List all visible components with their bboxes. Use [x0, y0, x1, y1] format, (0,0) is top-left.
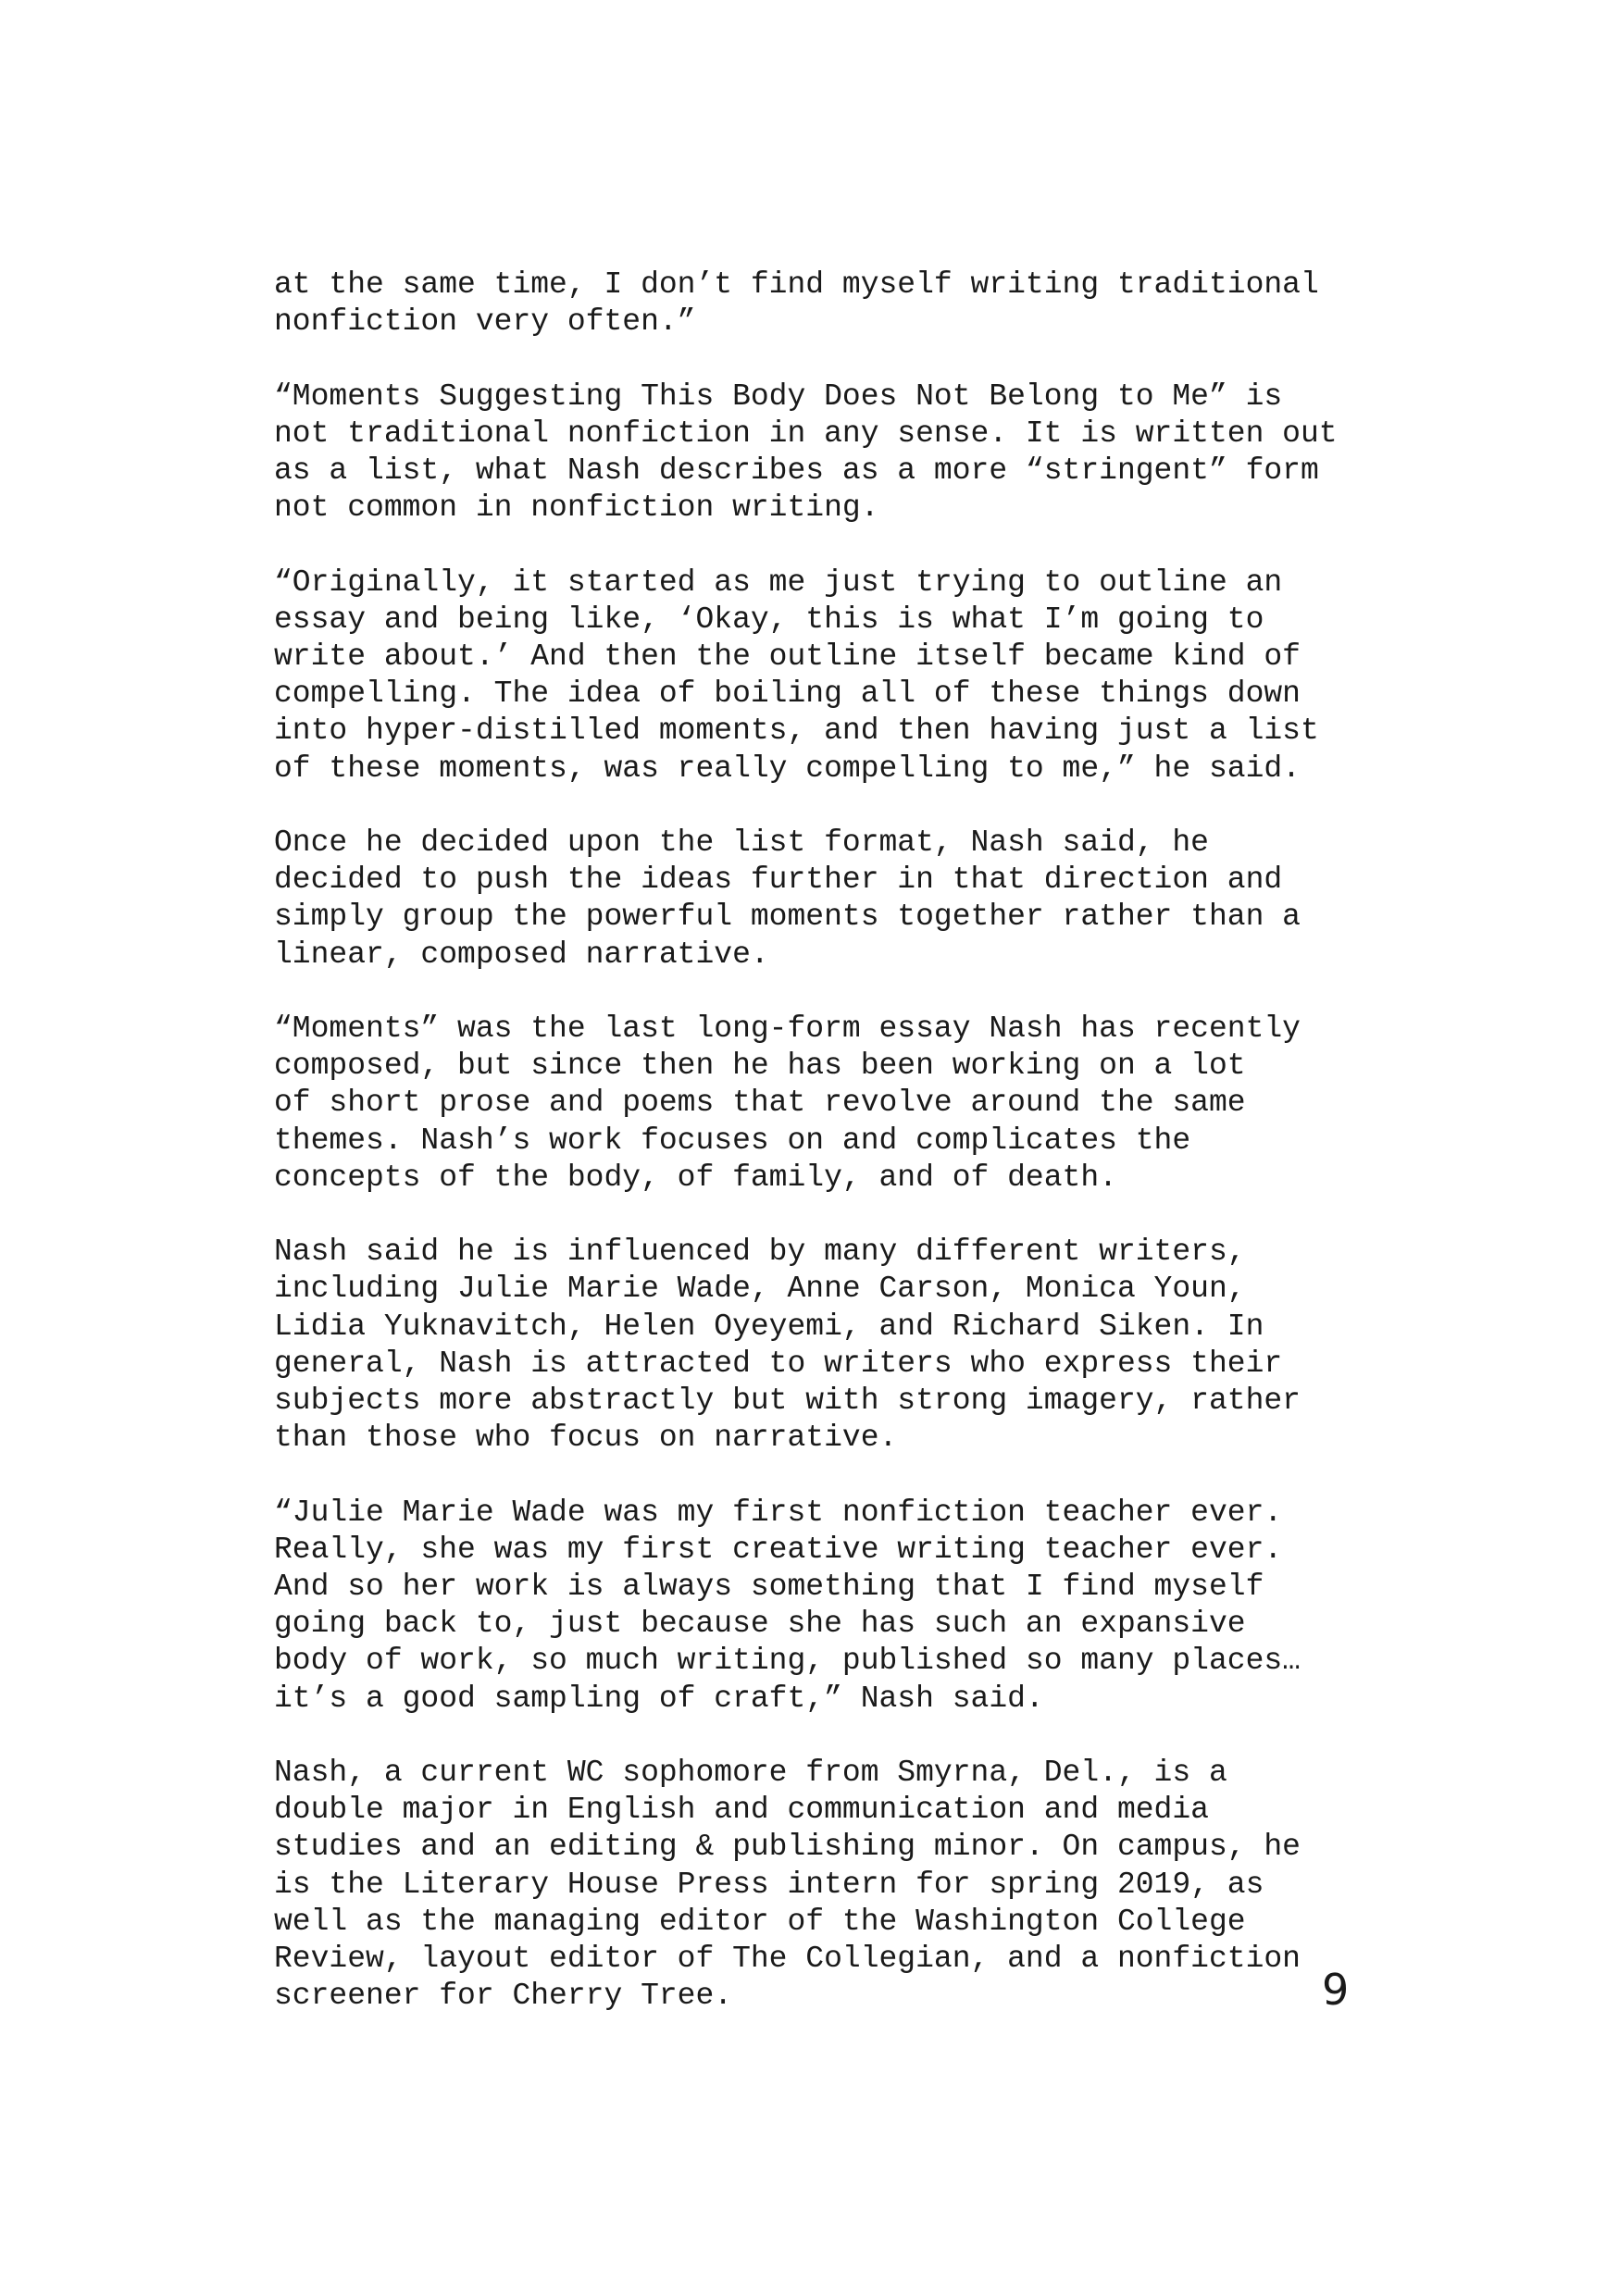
text-line: as a list, what Nash describes as a more “stringent” form [274, 453, 1319, 488]
text-line: “Originally, it started as me just trying to outline an [274, 565, 1283, 600]
text-line: Nash said he is influenced by many different writers, [274, 1235, 1246, 1270]
text-line: compelling. The idea of boiling all of these things down [274, 676, 1301, 712]
text-line: is the Literary House Press intern for spring 2019, as [274, 1867, 1264, 1902]
text-line: “Moments” was the last long-form essay Nash has recently [274, 1011, 1301, 1046]
text-line: double major in English and communication and media [274, 1793, 1209, 1828]
paragraph-1 [274, 267, 1366, 341]
text-line: subjects more abstractly but with strong imagery, rather [274, 1384, 1301, 1419]
text-line: themes. Nash’s work focuses on and complicates the [274, 1123, 1191, 1158]
paragraph-6 [274, 1234, 1366, 1457]
text-line: composed, but since then he has been working on a lot [274, 1049, 1246, 1084]
text-line: Review, layout editor of The Collegian, and a nonfiction [274, 1942, 1301, 1977]
text-line: than those who focus on narrative. [274, 1421, 898, 1456]
text-line: Really, she was my first creative writing teacher ever. [274, 1532, 1283, 1567]
article-body [274, 267, 1366, 2053]
text-line: body of work, so much writing, published so many places… [274, 1644, 1301, 1679]
text-line: well as the managing editor of the Washington College [274, 1904, 1246, 1939]
text-line: concepts of the body, of family, and of death. [274, 1160, 1117, 1195]
text-line: general, Nash is attracted to writers who express their [274, 1346, 1283, 1381]
page-number: 9 [1322, 1965, 1350, 2015]
text-line: Once he decided upon the list format, Nash said, he [274, 825, 1209, 860]
text-line: And so her work is always something that I find myself [274, 1570, 1264, 1605]
text-line: including Julie Marie Wade, Anne Carson, Monica Youn, [274, 1272, 1246, 1307]
text-line: linear, composed narrative. [274, 937, 769, 972]
text-line: decided to push the ideas further in that direction and [274, 863, 1283, 898]
paragraph-5 [274, 1011, 1366, 1197]
paragraph-2 [274, 379, 1366, 527]
text-line: write about.’ And then the outline itself became kind of [274, 639, 1301, 674]
text-line: simply group the powerful moments together rather than a [274, 900, 1301, 935]
text-line: nonfiction very often.” [274, 304, 696, 340]
text-line: of short prose and poems that revolve around the same [274, 1086, 1246, 1121]
paragraph-4 [274, 825, 1366, 974]
text-line: going back to, just because she has such an expansive [274, 1607, 1246, 1642]
text-line: “Moments Suggesting This Body Does Not Belong to Me” is [274, 379, 1283, 414]
paragraph-7 [274, 1495, 1366, 1718]
text-line: into hyper-distilled moments, and then having just a list [274, 714, 1319, 749]
text-line: studies and an editing & publishing minor. On campus, he [274, 1830, 1301, 1865]
text-line: Lidia Yuknavitch, Helen Oyeyemi, and Richard Siken. In [274, 1309, 1264, 1344]
text-line: essay and being like, ‘Okay, this is what I’m going to [274, 602, 1264, 637]
text-line: Nash, a current WC sophomore from Smyrna, Del., is a [274, 1756, 1227, 1791]
paragraph-3 [274, 565, 1366, 788]
text-line: not common in nonfiction writing. [274, 490, 879, 526]
text-line: of these moments, was really compelling to me,” he said. [274, 751, 1301, 786]
text-line: screener for Cherry Tree. [274, 1979, 733, 2014]
paragraph-8 [274, 1755, 1366, 2015]
text-line: not traditional nonfiction in any sense. It is written out [274, 416, 1338, 451]
text-line: “Julie Marie Wade was my first nonfiction teacher ever. [274, 1495, 1283, 1530]
text-line: it’s a good sampling of craft,” Nash said. [274, 1681, 1044, 1716]
text-line: at the same time, I don’t find myself writing traditional [274, 267, 1319, 302]
